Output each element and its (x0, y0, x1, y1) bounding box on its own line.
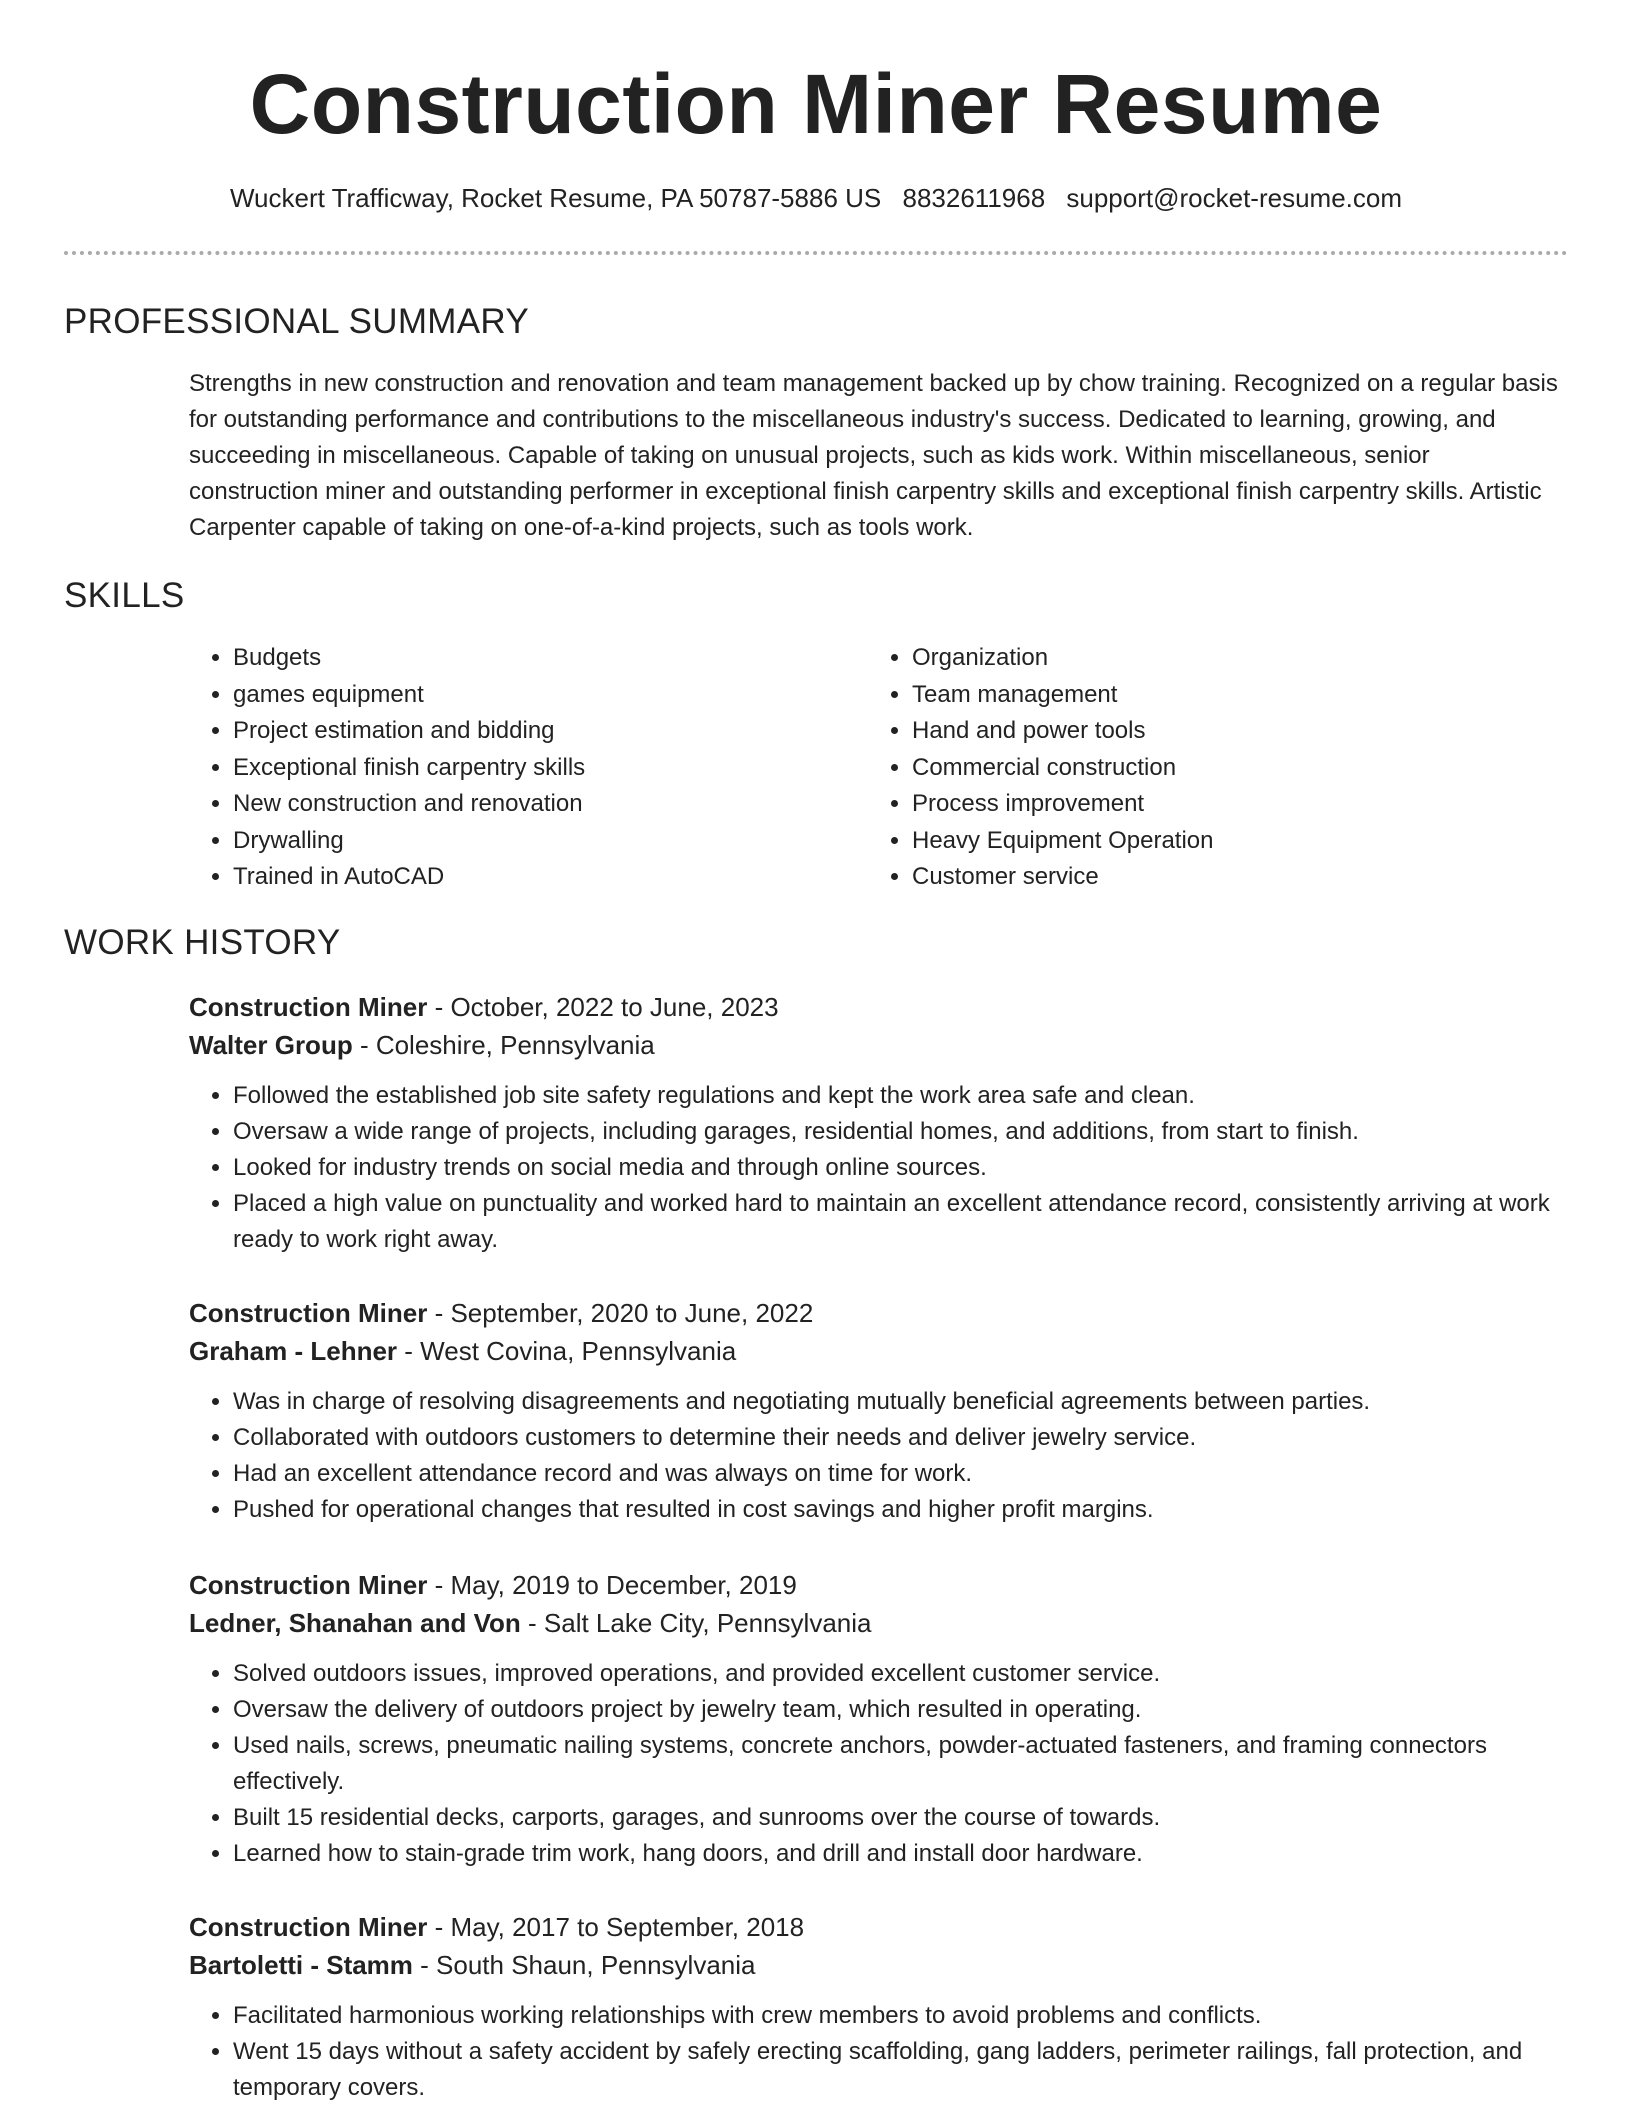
job-title-line (189, 1908, 1569, 1946)
job-company: Graham - Lehner (189, 1336, 398, 1366)
contact-phone: 8832611968 (902, 183, 1046, 213)
job-company-line (189, 1946, 1569, 1984)
skill-item: • Organization (912, 640, 1512, 677)
job-company-line (189, 1026, 1569, 1064)
job-bullet: • Oversaw the delivery of outdoors project by jewelry team, which resulted in operating. (233, 1692, 1569, 1728)
job-bullet: • Followed the established job site safety regulations and kept the work area safe and clean. (233, 1078, 1569, 1114)
job-title-line (189, 988, 1569, 1026)
job-bullets (189, 1078, 1569, 1258)
skill-item: • games equipment (233, 677, 833, 714)
job-dates: - May, 2019 to December, 2019 (427, 1570, 797, 1600)
skill-item: • Exceptional finish carpentry skills (233, 750, 833, 787)
job-entry (189, 988, 1569, 1258)
job-dates: - May, 2017 to September, 2018 (427, 1912, 805, 1942)
resume-title: Construction Miner Resume (249, 57, 1383, 151)
job-bullet: • Facilitated harmonious working relationships with crew members to avoid problems and conflicts. (233, 1998, 1569, 2034)
skill-item: • Hand and power tools (912, 713, 1512, 750)
job-title: Construction Miner (189, 992, 428, 1022)
job-company: Bartoletti - Stamm (189, 1950, 413, 1980)
skill-item: • New construction and renovation (233, 786, 833, 823)
section-heading-skills: SKILLS (64, 576, 185, 615)
job-bullets (189, 1384, 1569, 1528)
job-bullet: • Was in charge of resolving disagreements and negotiating mutually beneficial agreements between parties. (233, 1384, 1569, 1420)
skill-item: • Customer service (912, 859, 1512, 896)
job-entry (189, 1294, 1569, 1528)
job-location: - Coleshire, Pennsylvania (352, 1030, 655, 1060)
job-entry (189, 1908, 1569, 2106)
job-dates: - October, 2022 to June, 2023 (427, 992, 779, 1022)
job-location: - West Covina, Pennsylvania (397, 1336, 737, 1366)
job-bullet: • Pushed for operational changes that resulted in cost savings and higher profit margins. (233, 1492, 1569, 1528)
job-bullets (189, 1998, 1569, 2106)
job-title: Construction Miner (189, 1570, 428, 1600)
job-title: Construction Miner (189, 1298, 428, 1328)
skill-item: • Budgets (233, 640, 833, 677)
skill-item: • Team management (912, 677, 1512, 714)
job-bullet: • Learned how to stain-grade trim work, hang doors, and drill and install door hardware. (233, 1836, 1569, 1872)
job-bullet: • Collaborated with outdoors customers to determine their needs and deliver jewelry service. (233, 1420, 1569, 1456)
job-bullet: • Placed a high value on punctuality and worked hard to maintain an excellent attendance record, consistently arriving at work ready to work right away. (233, 1186, 1569, 1258)
skill-item: • Commercial construction (912, 750, 1512, 787)
job-bullet: • Went 15 days without a safety accident by safely erecting scaffolding, gang ladders, perimeter railings, fall protection, and temporary covers. (233, 2034, 1569, 2106)
summary-text: Strengths in new construction and renovation and team management backed up by chow training. Recognized on a regular basis for outstanding performance and contributions to the miscellaneous industry's success. Dedicated to learning, growing, and succeeding in miscellaneous. Capable of taking on unusual projects, such as kids work. Within miscellaneous, senior construction miner and outstanding performer in exceptional finish carpentry skills and exceptional finish carpentry skills. Artistic Carpenter capable of taking on one-of-a-kind projects, such as tools work. (189, 370, 1558, 541)
skills-list-right (868, 640, 1512, 896)
section-heading-work-history: WORK HISTORY (64, 923, 341, 962)
header-divider (64, 251, 1568, 255)
contact-address: Wuckert Trafficway, Rocket Resume, PA 50787-5886 US (229, 183, 882, 213)
job-bullet: • Had an excellent attendance record and was always on time for work. (233, 1456, 1569, 1492)
job-location: - South Shaun, Pennsylvania (412, 1950, 756, 1980)
job-bullet: • Built 15 residential decks, carports, garages, and sunrooms over the course of towards. (233, 1800, 1569, 1836)
job-entry (189, 1566, 1569, 1872)
job-bullets (189, 1656, 1569, 1872)
skill-item: • Project estimation and bidding (233, 713, 833, 750)
job-title-line (189, 1566, 1569, 1604)
job-bullet: • Used nails, screws, pneumatic nailing systems, concrete anchors, powder-actuated fasteners, and framing connectors effectively. (233, 1728, 1569, 1800)
job-bullet: • Solved outdoors issues, improved operations, and provided excellent customer service. (233, 1656, 1569, 1692)
job-company-line (189, 1332, 1569, 1370)
contact-line (0, 178, 1632, 218)
job-bullet: • Oversaw a wide range of projects, including garages, residential homes, and additions, from start to finish. (233, 1114, 1569, 1150)
job-title-line (189, 1294, 1569, 1332)
skill-item: • Drywalling (233, 823, 833, 860)
section-heading-summary: PROFESSIONAL SUMMARY (64, 302, 529, 341)
contact-email: support@rocket-resume.com (1066, 183, 1403, 213)
skill-item: • Trained in AutoCAD (233, 859, 833, 896)
job-company: Walter Group (189, 1030, 353, 1060)
skills-list-left (189, 640, 833, 896)
job-dates: - September, 2020 to June, 2022 (427, 1298, 814, 1328)
skill-item: • Heavy Equipment Operation (912, 823, 1512, 860)
skill-item: • Process improvement (912, 786, 1512, 823)
job-company: Ledner, Shanahan and Von (189, 1608, 521, 1638)
job-location: - Salt Lake City, Pennsylvania (520, 1608, 872, 1638)
job-bullet: • Looked for industry trends on social media and through online sources. (233, 1150, 1569, 1186)
job-company-line (189, 1604, 1569, 1642)
job-title: Construction Miner (189, 1912, 428, 1942)
